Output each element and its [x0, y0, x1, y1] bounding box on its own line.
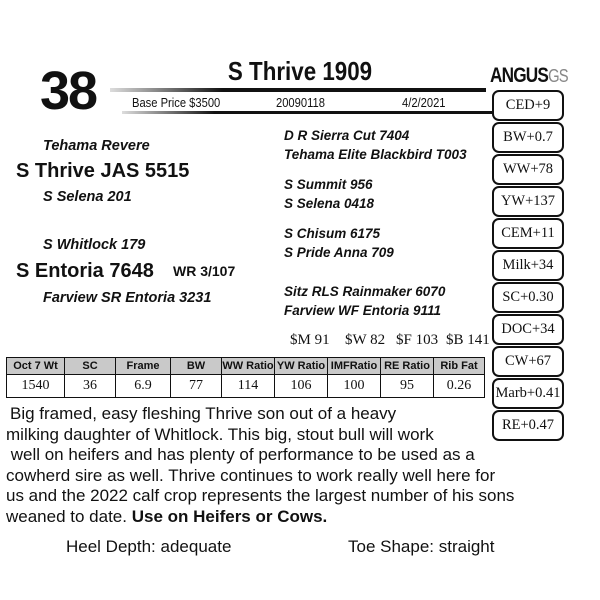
breed-logo-sub: GS [548, 66, 568, 86]
perf-header: RE Ratio [381, 358, 434, 375]
perf-value: 36 [65, 375, 116, 398]
description-line: milking daughter of Whitlock. This big, stout bull will work [6, 424, 434, 444]
breed-logo-main: ANGUS [490, 64, 549, 87]
perf-value: 95 [381, 375, 434, 398]
perf-value: 77 [171, 375, 222, 398]
dam-dam: Farview SR Entoria 3231 [43, 290, 212, 306]
perf-value: 0.26 [434, 375, 485, 398]
lot-number: 38 [40, 61, 97, 121]
performance-value-row [7, 375, 485, 398]
pedigree-right-1: D R Sierra Cut 7404 [284, 128, 410, 143]
epd-re: RE+0.47 [492, 410, 564, 441]
pedigree-right-7: Sitz RLS Rainmaker 6070 [284, 284, 446, 299]
pedigree-right-5: S Chisum 6175 [284, 226, 381, 241]
breed-logo [490, 64, 568, 88]
perf-value: 1540 [7, 375, 65, 398]
performance-table [6, 357, 485, 398]
pedigree-right-8: Farview WF Entoria 9111 [284, 303, 442, 318]
description-line: well on heifers and has plenty of performance to be used as a [6, 445, 475, 464]
epd-marb: Marb+0.41 [492, 378, 564, 409]
epd-cw: CW+67 [492, 346, 564, 377]
perf-header: YW Ratio [275, 358, 328, 375]
perf-header: IMFRatio [328, 358, 381, 375]
epd-cem: CEM+11 [492, 218, 564, 249]
sire-dam: S Selena 201 [43, 189, 132, 205]
description-line: us and the 2022 calf crop represents the largest number of his sons [6, 486, 515, 505]
epd-bw: BW+0.7 [492, 122, 564, 153]
epd-doc: DOC+34 [492, 314, 564, 345]
perf-value: 114 [222, 375, 275, 398]
pedigree-right-2: Tehama Elite Blackbird T003 [284, 147, 467, 162]
description-text: weaned to date. [6, 506, 132, 526]
performance-header-row [7, 358, 485, 375]
toe-shape: Toe Shape: straight [348, 537, 495, 556]
epd-sc: SC+0.30 [492, 282, 564, 313]
epd-ww: WW+78 [492, 154, 564, 185]
epd-ced: CED+9 [492, 90, 564, 121]
index-f: $F 103 [396, 332, 439, 348]
bull-name: S Thrive 1909 [227, 56, 373, 86]
dam-wr: WR 3/107 [173, 263, 236, 279]
registration-number: 20090118 [276, 95, 325, 110]
index-w: $W 82 [345, 332, 386, 348]
pedigree-right-6: S Pride Anna 709 [284, 245, 394, 260]
description-line: Big framed, easy fleshing Thrive son out of a heavy [10, 404, 397, 423]
base-price: Base Price $3500 [132, 95, 221, 110]
perf-header: WW Ratio [222, 358, 275, 375]
dam: S Entoria 7648 [16, 260, 154, 282]
sire: S Thrive JAS 5515 [16, 160, 190, 182]
perf-header: SC [65, 358, 116, 375]
header-rule-top [110, 88, 486, 92]
perf-header: Frame [116, 358, 171, 375]
epd-yw: YW+137 [492, 186, 564, 217]
birth-date: 4/2/2021 [402, 95, 446, 110]
pedigree-right-3: S Summit 956 [284, 177, 373, 192]
description-line-last [6, 507, 596, 528]
perf-value: 100 [328, 375, 381, 398]
perf-header: Oct 7 Wt [7, 358, 65, 375]
epd-milk: Milk+34 [492, 250, 564, 281]
header-rule-bottom [122, 111, 492, 114]
pedigree-right-4: S Selena 0418 [284, 196, 375, 211]
heel-depth: Heel Depth: adequate [66, 537, 232, 556]
index-m: $M 91 [290, 332, 330, 348]
perf-value: 106 [275, 375, 328, 398]
perf-header: Rib Fat [434, 358, 485, 375]
description [6, 404, 596, 527]
dam-sire: S Whitlock 179 [43, 237, 146, 253]
perf-header: BW [171, 358, 222, 375]
index-b: $B 141 [446, 332, 490, 348]
description-line: cowherd sire as well. Thrive continues to work really well here for [6, 465, 496, 485]
description-emphasis: Use on Heifers or Cows. [131, 506, 328, 526]
perf-value: 6.9 [116, 375, 171, 398]
sire-sire: Tehama Revere [43, 138, 150, 154]
